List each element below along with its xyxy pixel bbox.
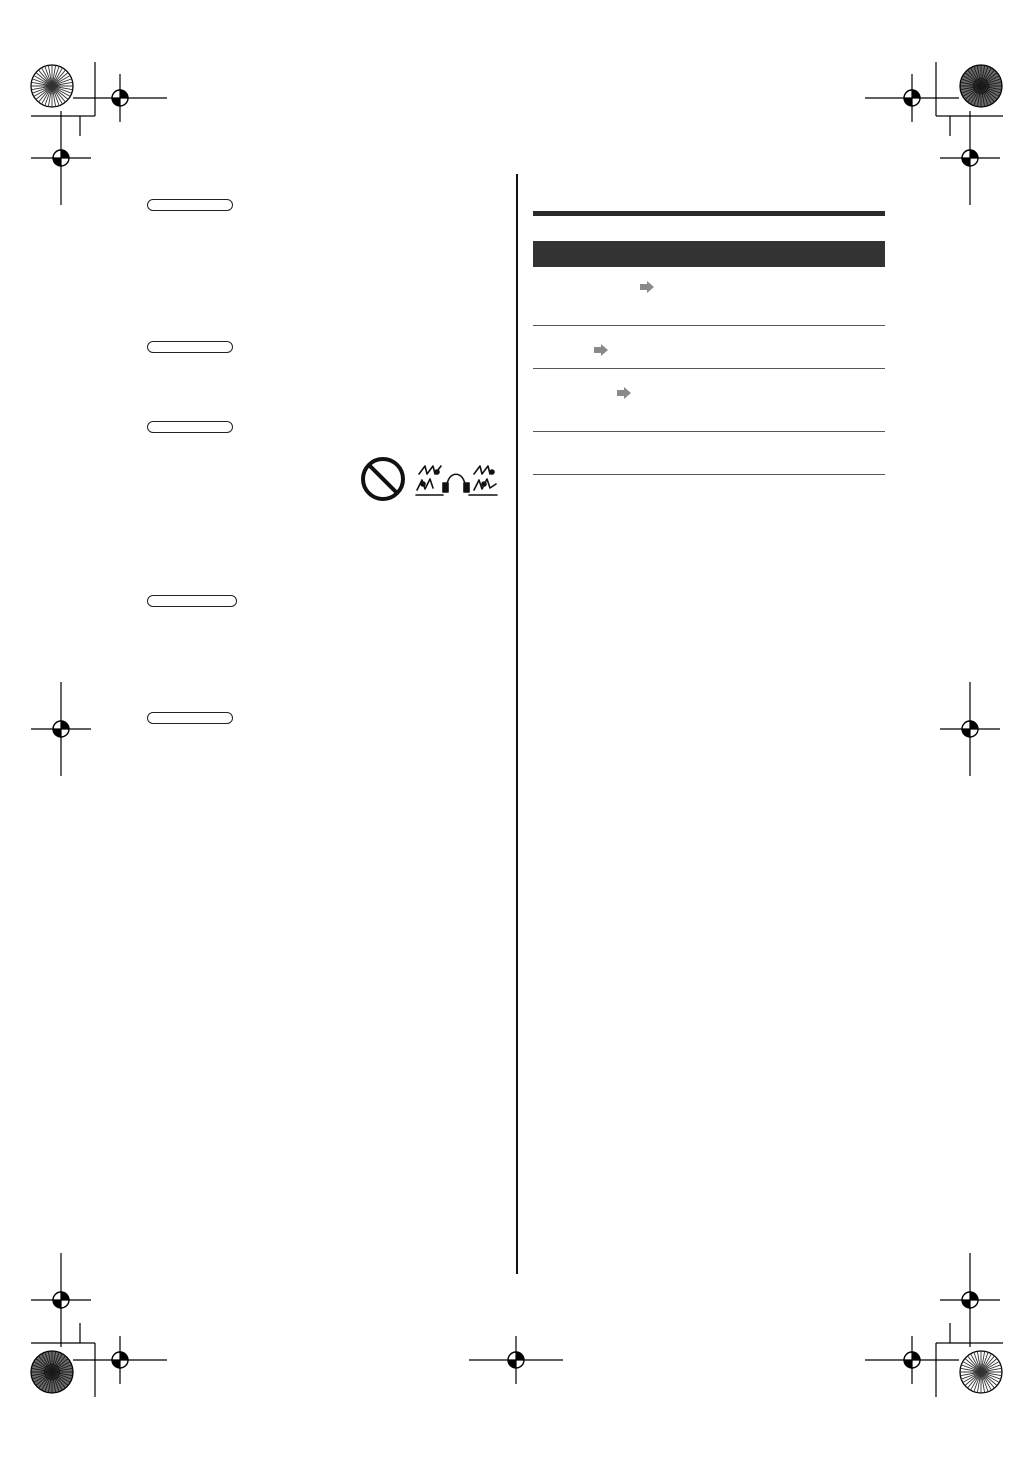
arrow-right-icon: [640, 281, 656, 293]
arrow-right-icon: [617, 387, 633, 399]
row-divider: [533, 325, 885, 326]
row-divider: [533, 474, 885, 475]
section-title-rule: [533, 211, 885, 216]
arrow-right-icon: [594, 344, 610, 356]
table-header: [533, 241, 885, 267]
row-divider: [533, 431, 885, 432]
column-divider: [516, 174, 518, 1274]
headphones-icon: [416, 466, 497, 495]
row-divider: [533, 368, 885, 369]
no-symbol-icon: [363, 459, 403, 499]
